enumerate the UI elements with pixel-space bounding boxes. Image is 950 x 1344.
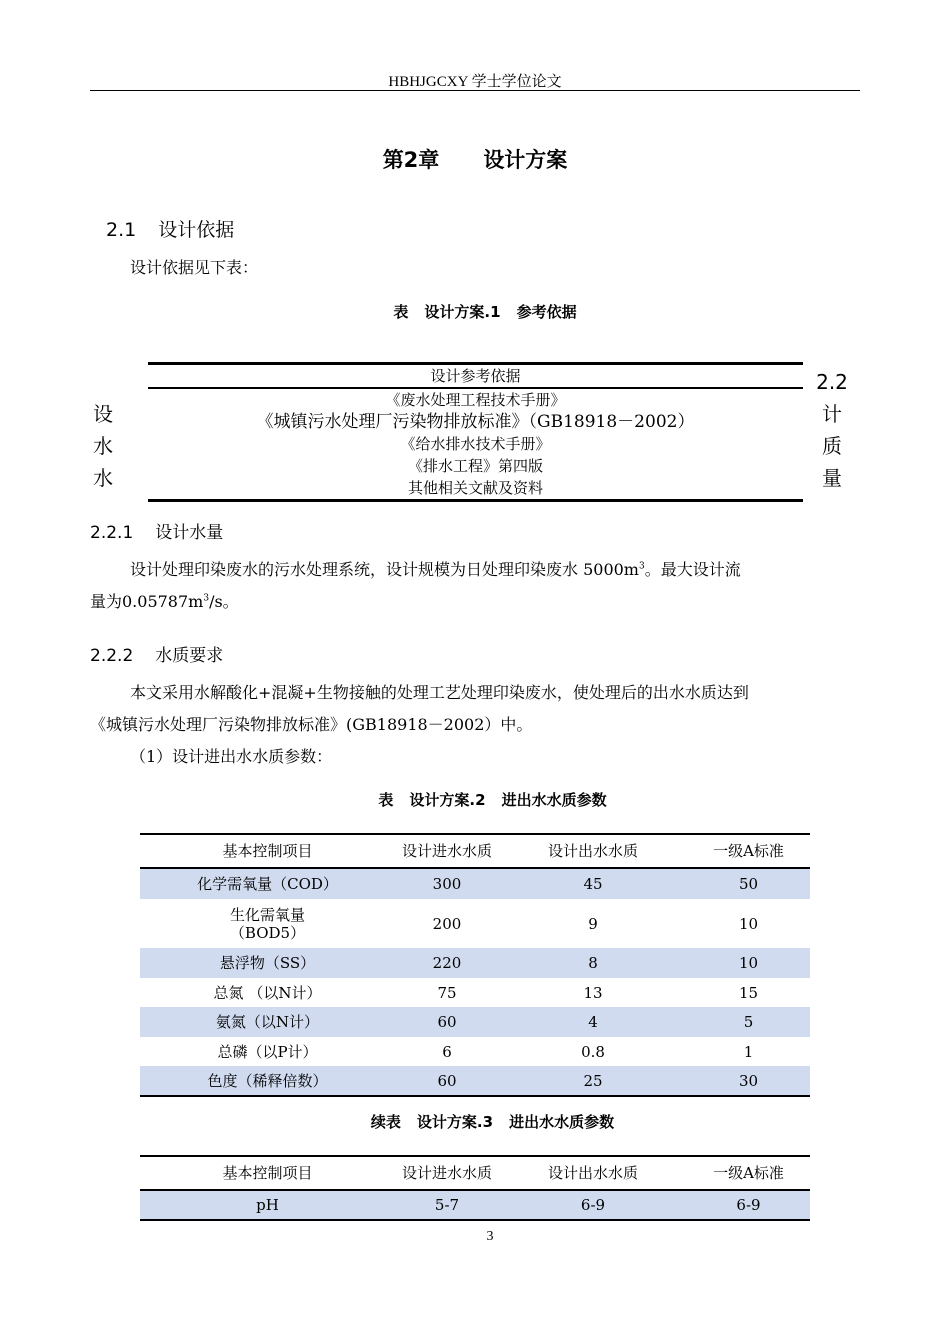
section-2-1-heading [106, 215, 234, 242]
column-header: 设计出水水质 [499, 834, 687, 868]
table-row: 《城镇污水处理厂污染物排放标准》（GB18918－2002） [256, 412, 695, 432]
cell: 化学需氧量（COD） [140, 868, 395, 899]
superscript: 3 [638, 561, 645, 572]
reference-table [148, 362, 803, 502]
cell: 15 [738, 983, 759, 1002]
table-row: 其他相关文献及资料 [407, 479, 543, 497]
table-row [140, 1190, 810, 1220]
paragraph-line [90, 586, 239, 618]
caption-label: 续表 [370, 1113, 401, 1131]
section-title: 设计水量 [155, 523, 224, 543]
chapter-title [0, 144, 950, 174]
cell: 13 [583, 983, 603, 1002]
char: 2.2 [816, 370, 848, 394]
text: /s。 [209, 592, 239, 611]
column-header: 一级A标准 [687, 834, 810, 868]
caption-title: 进出水水质参数 [509, 1113, 615, 1131]
text: 量为0.05787m [90, 592, 204, 611]
char: 质 [822, 434, 842, 458]
section-2-2-2-heading [90, 641, 223, 666]
section-title: 设计依据 [158, 219, 235, 241]
table-row [140, 948, 810, 978]
char: 水 [93, 434, 113, 458]
column-header: 设计进水水质 [395, 1156, 499, 1190]
cell: 4 [499, 1007, 687, 1037]
text: 设计处理印染废水的污水处理系统，设计规模为日处理印染废水 5000m [130, 560, 639, 579]
column-header: 设计出水水质 [499, 1156, 687, 1190]
cell: 200 [432, 914, 462, 933]
cell: pH [140, 1190, 395, 1220]
overflow-text-right [812, 366, 852, 494]
caption-title: 进出水水质参数 [501, 791, 607, 809]
table-row: 《排水工程》第四版 [407, 457, 543, 475]
table-row [140, 899, 810, 948]
cell: 悬浮物（SS） [140, 948, 395, 978]
list-item: （1）设计进出水水质参数： [130, 747, 333, 766]
cell: 6-9 [687, 1190, 810, 1220]
paragraph: 设计依据见下表： [130, 258, 259, 277]
chapter-name: 设计方案 [483, 148, 568, 172]
cell: 6-9 [499, 1190, 687, 1220]
caption-title: 参考依据 [516, 303, 577, 321]
cell: 总氮 （以N计） [213, 983, 322, 1002]
cell: 氨氮（以N计） [140, 1007, 395, 1037]
water-quality-table [140, 833, 810, 1097]
char: 设 [93, 402, 113, 426]
table-row: 《废水处理工程技术手册》 [385, 391, 566, 409]
table3-caption [0, 1111, 950, 1132]
caption-label: 表 [378, 791, 394, 809]
table-row [140, 868, 810, 899]
cell: 75 [437, 983, 457, 1002]
column-header: 基本控制项目 [140, 1156, 395, 1190]
cell: 45 [499, 868, 687, 899]
table-header: 设计参考依据 [148, 364, 803, 389]
cell: 5-7 [395, 1190, 499, 1220]
cell: 5 [687, 1007, 810, 1037]
paragraph-line [130, 554, 741, 586]
cell: 10 [687, 948, 810, 978]
section-number: 2.1 [106, 219, 137, 241]
table-row: 《给水排水技术手册》 [400, 435, 551, 453]
column-header: 基本控制项目 [140, 834, 395, 868]
table-row [140, 1007, 810, 1037]
cell: 25 [499, 1066, 687, 1096]
paragraph-line: 《城镇污水处理厂污染物排放标准》(GB18918－2002）中。 [90, 715, 533, 734]
superscript: 3 [203, 593, 210, 604]
section-number: 2.2.1 [90, 523, 134, 543]
cell: 9 [588, 914, 598, 933]
cell: 10 [738, 914, 759, 933]
cell: 生化需氧量（BOD5） [229, 905, 306, 942]
cell: 300 [395, 868, 499, 899]
running-header: HBHJGCXY 学士学位论文 [388, 74, 562, 90]
water-quality-table-continued [140, 1155, 810, 1221]
paragraph-line: 本文采用水解酸化+混凝+生物接触的处理工艺处理印染废水，使处理后的出水水质达到 [130, 683, 749, 702]
column-header: 设计进水水质 [395, 834, 499, 868]
overflow-text-left [83, 398, 123, 494]
char: 水 [93, 466, 113, 490]
cell: 60 [395, 1066, 499, 1096]
table-row [140, 978, 810, 1007]
cell: 总磷（以P计） [217, 1042, 318, 1061]
caption-number: 设计方案.1 [424, 303, 501, 321]
page-number: 3 [486, 1229, 494, 1244]
cell: 色度（稀释倍数） [140, 1066, 395, 1096]
cell: 6 [442, 1042, 452, 1061]
cell: 60 [395, 1007, 499, 1037]
table-header-row [140, 1156, 810, 1190]
column-header: 一级A标准 [687, 1156, 810, 1190]
text: 。最大设计流 [644, 560, 741, 579]
char: 量 [822, 466, 842, 490]
table-row [140, 1037, 810, 1066]
table2-caption [0, 789, 950, 810]
cell: 30 [687, 1066, 810, 1096]
table-header-row [140, 834, 810, 868]
cell: 50 [687, 868, 810, 899]
section-number: 2.2.2 [90, 646, 134, 666]
section-title: 水质要求 [155, 646, 224, 666]
header-rule [90, 90, 860, 91]
table-row [140, 1066, 810, 1096]
cell: 8 [499, 948, 687, 978]
caption-number: 设计方案.2 [409, 791, 486, 809]
section-2-2-1-heading [90, 518, 223, 543]
chapter-number: 第2章 [382, 148, 440, 172]
table1-caption [0, 301, 950, 322]
caption-label: 表 [393, 303, 409, 321]
cell: 0.8 [581, 1042, 605, 1061]
cell: 220 [395, 948, 499, 978]
cell: 1 [743, 1042, 754, 1061]
char: 计 [822, 402, 842, 426]
caption-number: 设计方案.3 [416, 1113, 494, 1131]
